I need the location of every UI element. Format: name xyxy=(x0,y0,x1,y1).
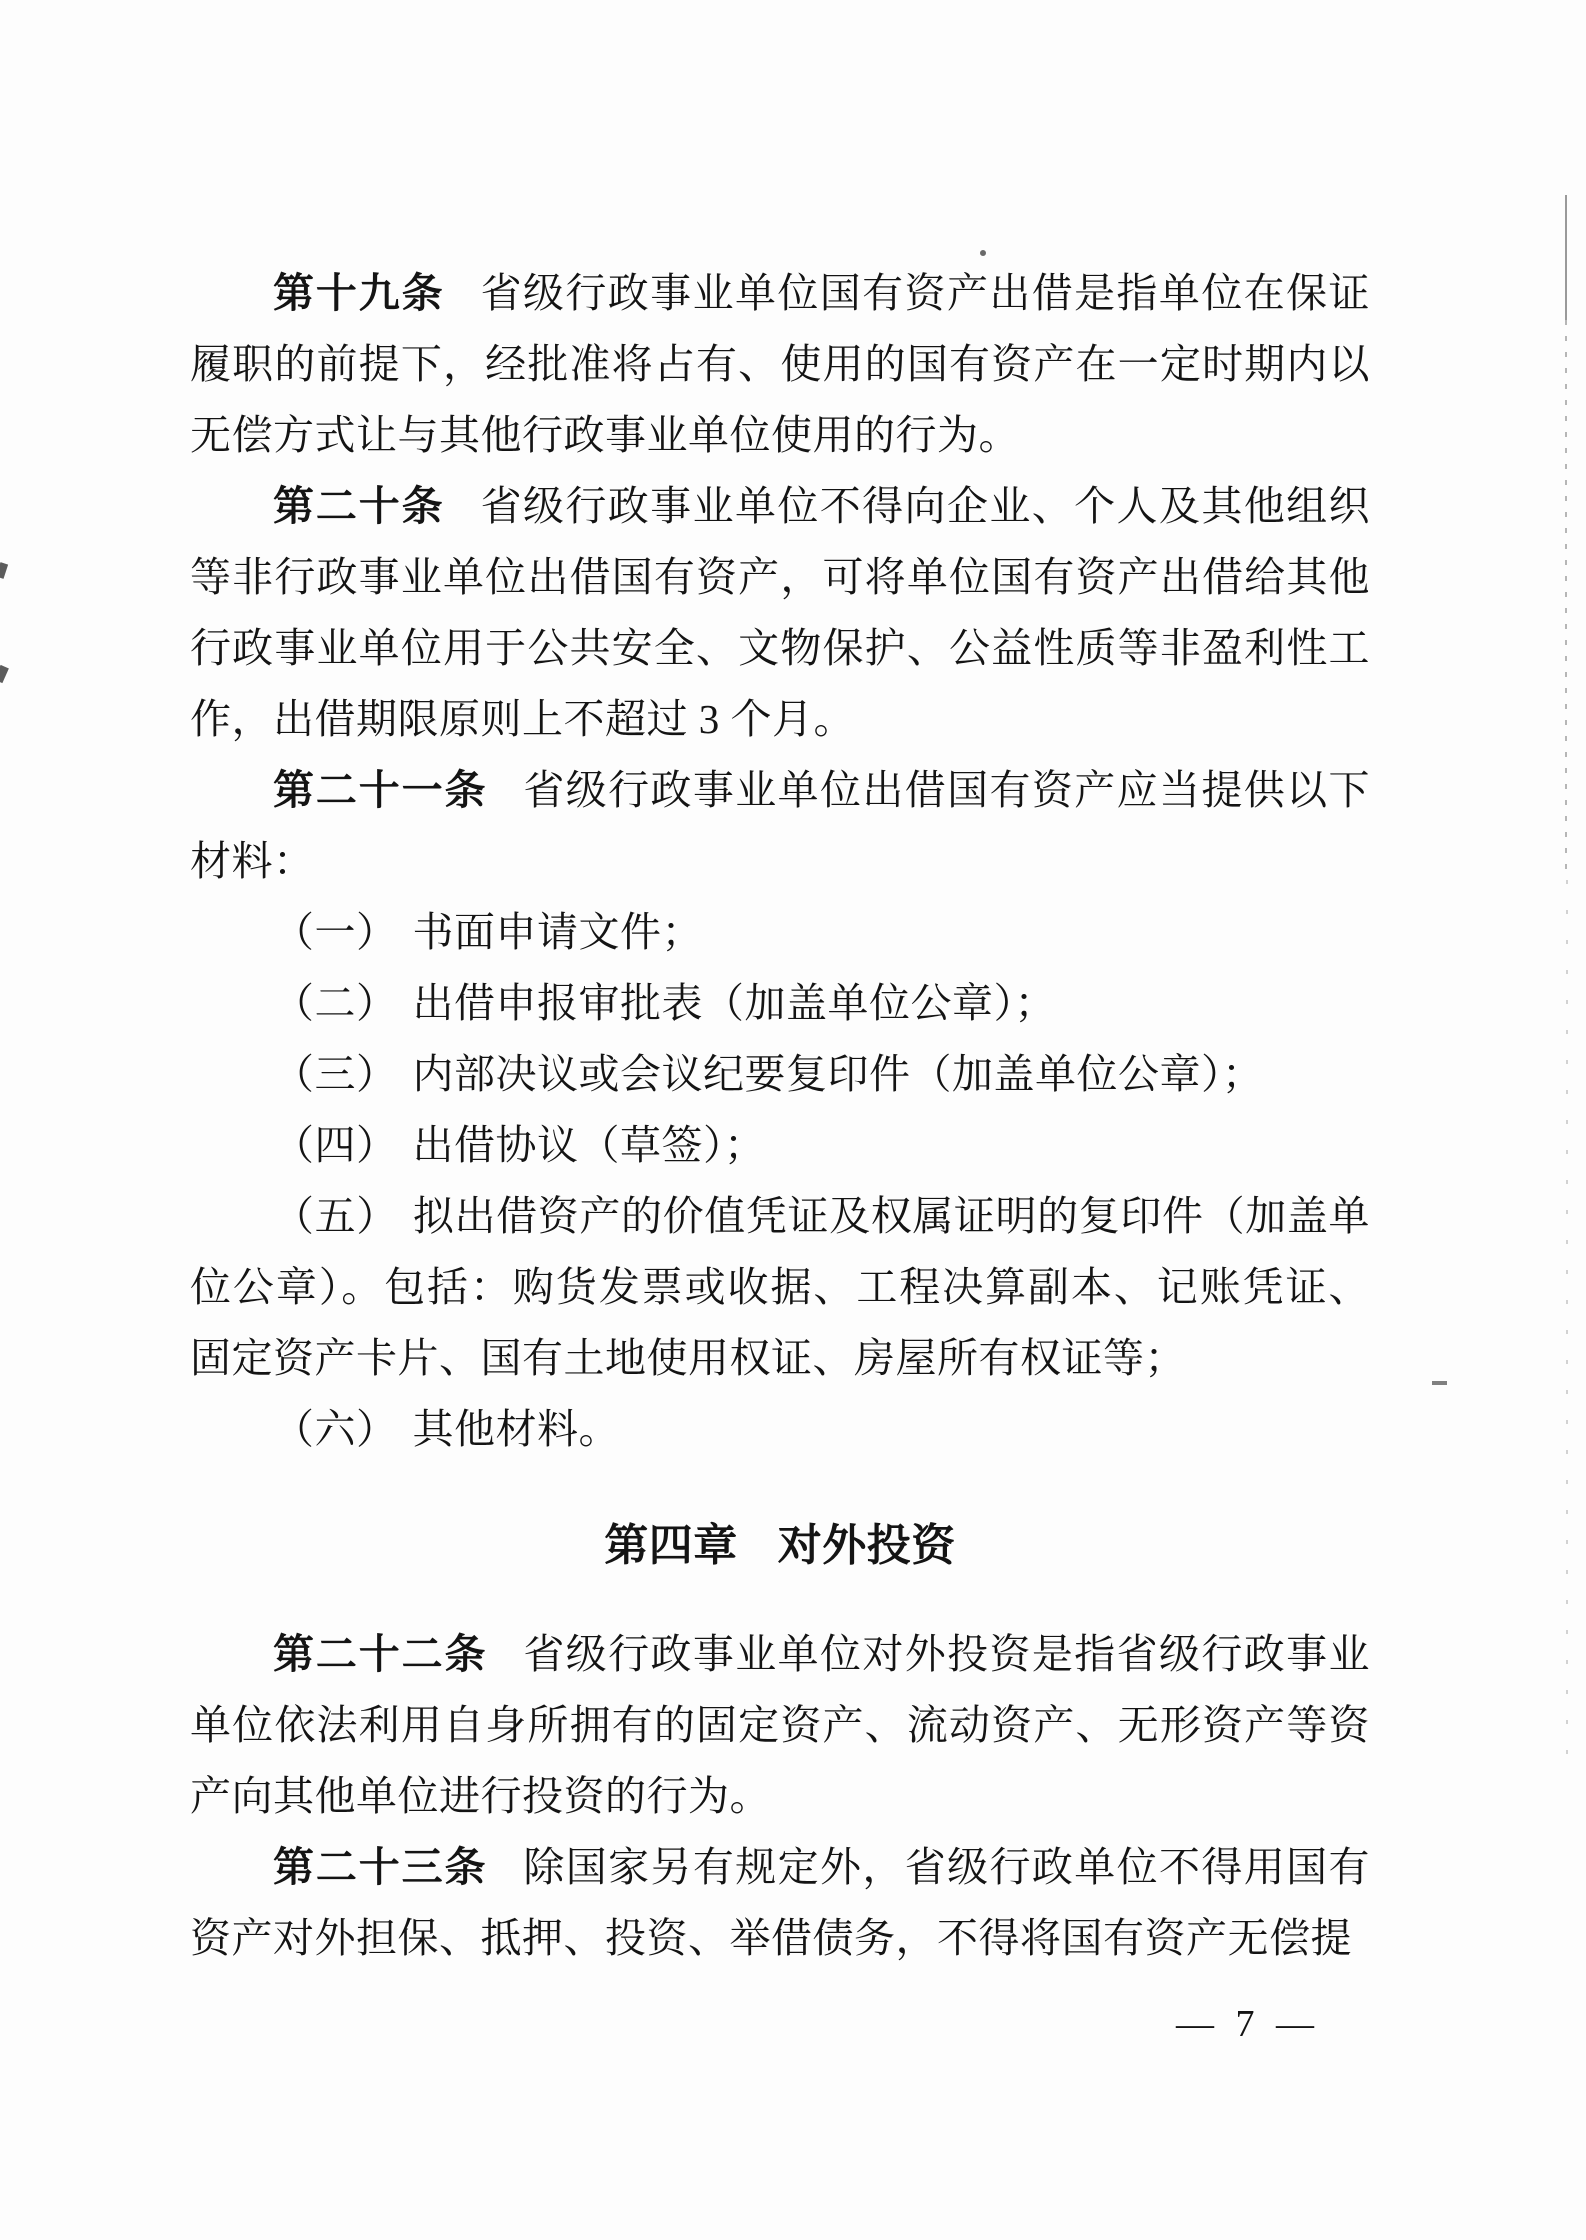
article-19-paragraph xyxy=(190,258,1370,471)
scan-noise-left-tick-1 xyxy=(0,562,8,579)
scan-noise-vline-mid xyxy=(1565,320,1567,880)
list-item-3-text: 内部决议或会议纪要复印件（加盖单位公章）； xyxy=(412,1051,1264,1097)
chapter-heading xyxy=(190,1510,1370,1582)
article-23-number: 第二十三条 xyxy=(273,1844,488,1890)
article-20-text: 省级行政事业单位不得向企业、个人及其他组织等非行政事业单位出借国有资产，可将单位国有资产出借给其他行政事业单位用于公共安全、文物保护、公益性质等非盈利性工作，出借期限原则上不超过 3 个月。 xyxy=(190,483,1371,742)
chapter-number: 第四章 xyxy=(604,1521,738,1570)
scan-noise-vline-top xyxy=(1565,195,1567,320)
article-20-paragraph xyxy=(190,471,1370,755)
list-item-4-number: （四） xyxy=(273,1122,398,1168)
list-item-4-text: 出借协议（草签）； xyxy=(412,1122,766,1168)
list-item-5 xyxy=(190,1181,1370,1394)
article-21-number: 第二十一条 xyxy=(273,767,488,813)
article-21-text: 省级行政事业单位出借国有资产应当提供以下材料： xyxy=(190,767,1370,884)
article-22-paragraph xyxy=(190,1619,1370,1832)
list-item-2 xyxy=(190,968,1370,1039)
list-item-1-text: 书面申请文件； xyxy=(412,909,703,955)
article-19-number: 第十九条 xyxy=(273,270,445,316)
scan-noise-vline-bottom xyxy=(1566,880,1568,1760)
list-item-1-number: （一） xyxy=(273,909,398,955)
list-item-2-text: 出借申报审批表（加盖单位公章）； xyxy=(412,980,1056,1026)
article-23-paragraph xyxy=(190,1832,1370,1974)
list-item-2-number: （二） xyxy=(273,980,398,1026)
article-22-text: 省级行政事业单位对外投资是指省级行政事业单位依法利用自身所拥有的固定资产、流动资产、无形资产等资产向其他单位进行投资的行为。 xyxy=(190,1631,1370,1819)
list-item-6 xyxy=(190,1394,1370,1465)
scan-noise-dot xyxy=(980,250,986,256)
list-item-1 xyxy=(190,897,1370,968)
document-body xyxy=(190,258,1370,2046)
scan-noise-left-tick-2 xyxy=(0,665,9,683)
article-19-text: 省级行政事业单位国有资产出借是指单位在保证履职的前提下，经批准将占有、使用的国有资产在一定时期内以无偿方式让与其他行政事业单位使用的行为。 xyxy=(190,270,1371,458)
page-number: — 7 — xyxy=(1176,2003,1320,2045)
list-item-4 xyxy=(190,1110,1370,1181)
list-item-6-number: （六） xyxy=(273,1406,398,1452)
article-23-text: 除国家另有规定外，省级行政单位不得用国有资产对外担保、抵押、投资、举借债务，不得将国有资产无偿提 xyxy=(190,1844,1370,1961)
scan-noise-right-dash xyxy=(1432,1381,1447,1385)
article-20-number: 第二十条 xyxy=(273,483,445,529)
list-item-6-text: 其他材料。 xyxy=(412,1406,620,1452)
article-22-number: 第二十二条 xyxy=(273,1631,488,1677)
list-item-3 xyxy=(190,1039,1370,1110)
chapter-title: 对外投资 xyxy=(777,1521,956,1570)
list-item-5-text: 拟出借资产的价值凭证及权属证明的复印件（加盖单位公章）。包括：购货发票或收据、工程决算副本、记账凭证、固定资产卡片、国有土地使用权证、房屋所有权证等； xyxy=(190,1193,1371,1381)
list-item-5-number: （五） xyxy=(273,1193,398,1239)
list-item-3-number: （三） xyxy=(273,1051,398,1097)
article-21-paragraph xyxy=(190,755,1370,897)
